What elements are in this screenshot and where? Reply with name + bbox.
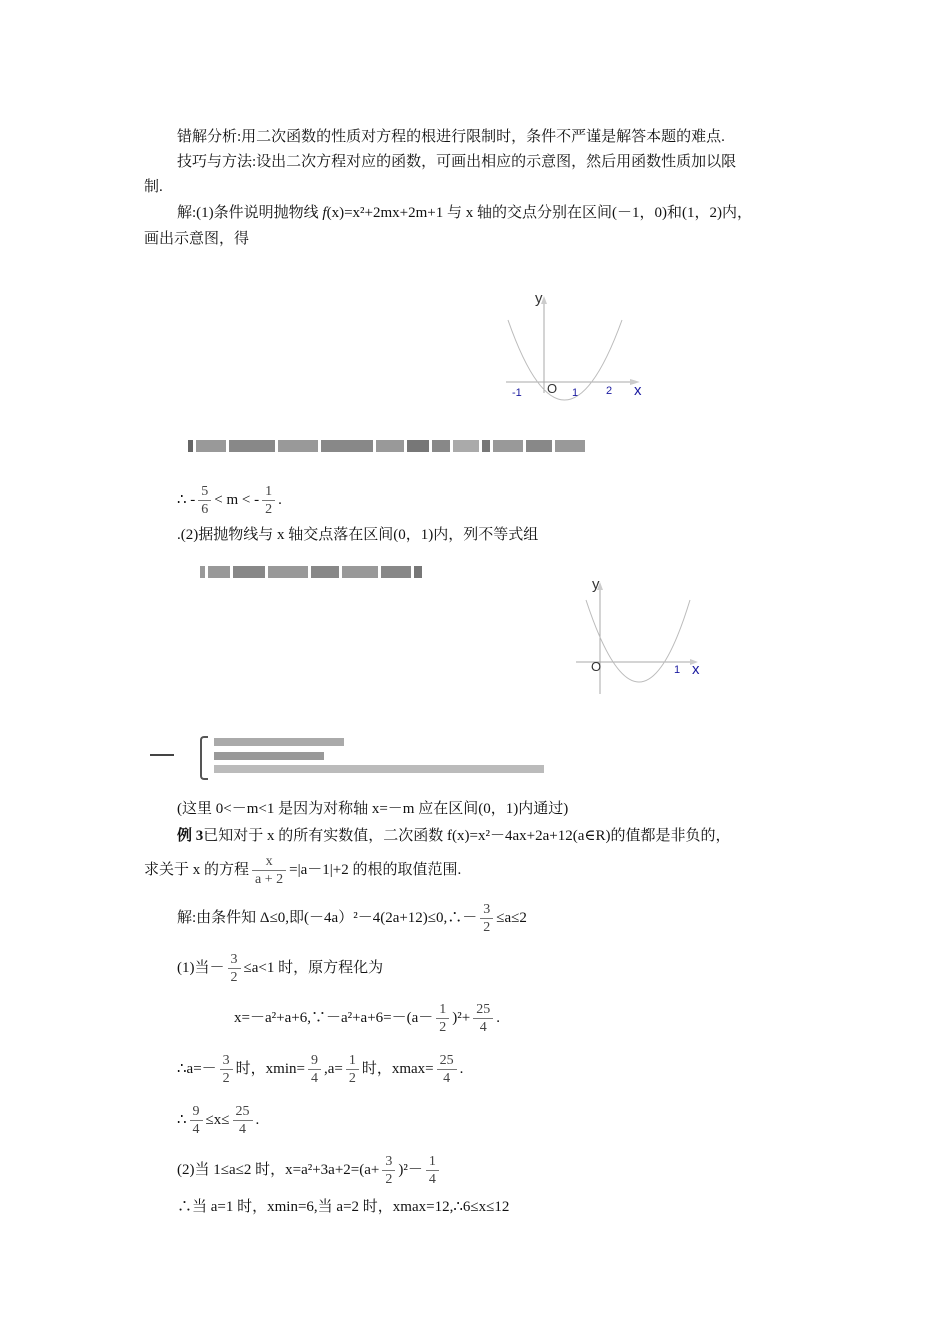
denominator: 2	[483, 920, 491, 936]
numerator: 25	[473, 1001, 493, 1019]
numerator: 1	[262, 483, 275, 501]
solution-1-line1	[177, 203, 752, 223]
tick-label-1: 1	[572, 387, 579, 399]
denominator: 4	[479, 1020, 487, 1036]
part-2-text: .(2)据抛物线与 x 轴交点落在区间(0，1)内，列不等式组	[177, 527, 539, 543]
denominator: 2	[265, 502, 273, 518]
case-1-suffix: ≤a<1 时，原方程化为	[243, 960, 384, 976]
numerator: 5	[198, 483, 211, 501]
numerator: 9	[190, 1103, 203, 1121]
denominator: 2	[439, 1020, 447, 1036]
result-1-end: .	[278, 492, 282, 508]
example-3-text: 已知对于 x 的所有实数值，二次函数 f(x)=x²－4ax+2a+12(a∈R)的值都是非负的，	[203, 828, 731, 844]
origin-label: O	[547, 381, 558, 396]
case-1-line	[177, 948, 383, 988]
inequality-system-image-2	[200, 566, 435, 580]
equation-prefix: x=－a²+a+6,∵－a²+a+6=－(a－	[234, 1010, 434, 1026]
inequality-system-image-1	[188, 440, 630, 454]
range-mid: ≤x≤	[205, 1112, 230, 1128]
origin-label: O	[591, 659, 602, 674]
solution-1-line2: 画出示意图，得	[144, 231, 250, 247]
numerator: 3	[220, 1052, 233, 1070]
numerator: 3	[382, 1153, 395, 1171]
solution-2-line1	[177, 898, 527, 938]
numerator: 3	[480, 901, 493, 919]
denominator: 4	[192, 1122, 200, 1138]
solution-1-equation: (x)=x²+2mx+2m+1 与 x 轴的交点分别在区间(－1，0)和(1，2)内，	[326, 205, 752, 221]
denominator: a + 2	[255, 872, 284, 888]
result-1-prefix: ∴ -	[177, 492, 196, 508]
fraction-25-4	[233, 1103, 253, 1138]
denominator: 4	[310, 1071, 318, 1087]
example-3-label: 例 3	[177, 828, 204, 844]
result-1	[177, 480, 282, 520]
numerator: 1	[346, 1052, 359, 1070]
fraction-1-2	[346, 1052, 359, 1087]
case-2-line	[177, 1150, 442, 1190]
method-text-line2: 制.	[144, 179, 163, 195]
equation-mid: )²+	[452, 1010, 471, 1026]
xmax-label: 时，xmax=	[361, 1061, 434, 1077]
tick-label-1: 1	[674, 664, 681, 676]
function-name: f	[322, 205, 327, 221]
denominator: 2	[230, 970, 238, 986]
fraction-9-4	[190, 1103, 203, 1138]
fraction-9-4	[308, 1052, 321, 1087]
fraction-1-4	[426, 1153, 439, 1188]
y-axis-label: y	[535, 290, 543, 307]
method-text-line1: 技巧与方法:设出二次方程对应的函数，可画出相应的示意图，然后用函数性质加以限	[177, 154, 737, 170]
denominator: 6	[201, 502, 209, 518]
numerator: 1	[426, 1153, 439, 1171]
case-2-result: ∴当 a=1 时，xmin=6,当 a=2 时，xmax=12,∴6≤x≤12	[177, 1199, 510, 1215]
denominator: 2	[385, 1172, 393, 1188]
numerator: 9	[308, 1052, 321, 1070]
case-2-prefix: (2)当 1≤a≤2 时，x=a²+3a+2=(a+	[177, 1162, 380, 1178]
note-text: (这里 0<－m<1 是因为对称轴 x=－m 应在区间(0，1)内通过)	[177, 801, 569, 817]
parabola-diagram-1	[500, 288, 650, 413]
parabola-curve	[508, 320, 622, 400]
fraction-3-2	[220, 1052, 233, 1087]
extrema-prefix: ∴a=－	[177, 1061, 217, 1077]
tick-label-neg1: -1	[512, 387, 522, 399]
solution-2-text: 解:由条件知 Δ≤0,即(－4a）²－4(2a+12)≤0,∴－	[177, 910, 478, 926]
error-analysis-text: 错解分析:用二次函数的性质对方程的根进行限制时，条件不严谨是解答本题的难点.	[177, 129, 725, 145]
example-3-line2	[144, 850, 461, 890]
fraction-1-2	[436, 1001, 449, 1036]
denominator: 4	[443, 1071, 451, 1087]
case-1-extrema	[177, 1049, 463, 1089]
fraction-3-2	[228, 951, 241, 986]
example-3-prefix: 求关于 x 的方程	[144, 862, 250, 878]
equation-end: .	[496, 1010, 500, 1026]
numerator: 25	[233, 1103, 253, 1121]
x-axis-label: x	[692, 661, 700, 678]
range-end: .	[255, 1112, 260, 1128]
fraction-x-over-a-plus-2	[252, 853, 286, 888]
fraction-5-6	[198, 483, 211, 518]
example-3-line1	[177, 826, 730, 846]
numerator: 3	[228, 951, 241, 969]
case-1-range	[177, 1100, 259, 1140]
denominator: 4	[239, 1122, 247, 1138]
a-equals-label: ,a=	[323, 1061, 343, 1077]
case-2-mid: )²－	[398, 1162, 423, 1178]
solution-1-prefix: 解:(1)条件说明抛物线	[177, 205, 323, 221]
parabola-diagram-2	[570, 574, 710, 699]
fraction-1-2	[262, 483, 275, 518]
case-1-equation	[234, 998, 500, 1038]
numerator: 25	[437, 1052, 457, 1070]
case-1-prefix: (1)当－	[177, 960, 225, 976]
denominator: 4	[428, 1172, 436, 1188]
fraction-3-2	[382, 1153, 395, 1188]
denominator: 2	[222, 1071, 230, 1087]
example-3-suffix: =|a－1|+2 的根的取值范围.	[289, 862, 462, 878]
range-prefix: ∴	[177, 1112, 187, 1128]
y-axis-label: y	[592, 576, 600, 593]
fraction-25-4	[473, 1001, 493, 1036]
xmin-label: 时，xmin=	[235, 1061, 305, 1077]
denominator: 2	[348, 1071, 356, 1087]
fraction-3-2	[480, 901, 493, 936]
numerator: 1	[436, 1001, 449, 1019]
fraction-25-4	[437, 1052, 457, 1087]
extrema-end: .	[459, 1061, 464, 1077]
solution-2-range: ≤a≤2	[496, 910, 527, 926]
tick-label-2: 2	[606, 385, 613, 397]
inequality-system-image-3	[150, 734, 550, 778]
numerator: x	[252, 853, 286, 871]
result-1-mid: < m < -	[214, 492, 260, 508]
x-axis-label: x	[634, 382, 642, 399]
